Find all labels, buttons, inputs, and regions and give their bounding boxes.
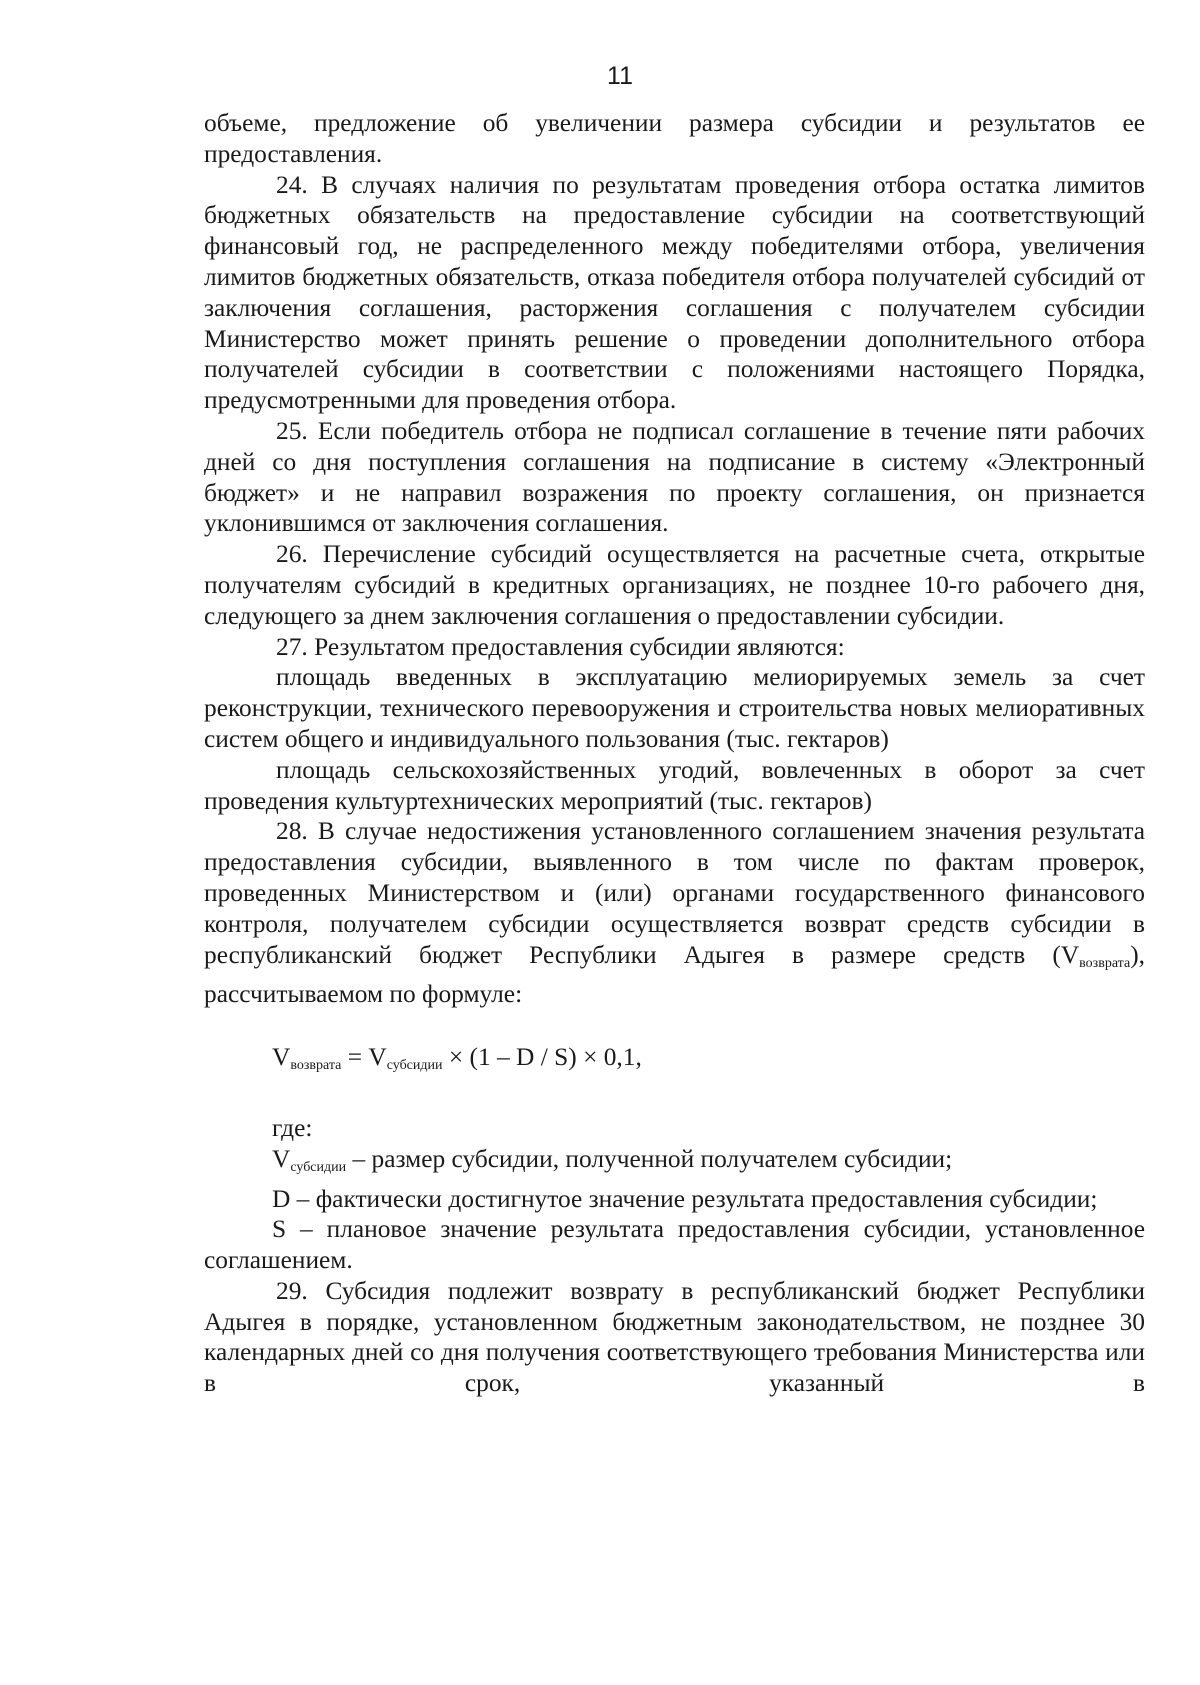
def-d: D – фактически достигнутое значение результата предоставления субсидии; bbox=[272, 1184, 1098, 1213]
paragraph-27: 27. Результатом предоставления субсидии являются: bbox=[276, 632, 845, 661]
where-label: где: bbox=[272, 1113, 313, 1142]
formula-sub-return: возврата bbox=[290, 1058, 342, 1074]
paragraph-25: 25. Если победитель отбора не подписал соглашение в течение пяти рабочих дней со дня поступления соглашения на подписание в систему «Электронный бюджет» и не направил возражения по проекту соглашения, он признается уклонившимся от заключения соглашения. bbox=[204, 416, 1145, 538]
v-return-symbol: V bbox=[1060, 940, 1080, 969]
formula-sub-subsidy: субсидии bbox=[386, 1058, 443, 1074]
formula-v-subsidy: V bbox=[368, 1043, 387, 1072]
paragraph-28-text: 28. В случае недостижения установленного соглашением значения результата предоставления субсидии, выявленного в том числе по фактам проверок, проведенных Министерством и (или) органами государственного финансового контроля, получателем субсидии осуществляется возврат средств субсидии в республиканский бюджет Республики Адыгея в размере средств ( bbox=[204, 817, 1145, 969]
paragraph-24: 24. В случаях наличия по результатам проведения отбора остатка лимитов бюджетных обязательств на предоставление субсидии на соответствующий финансовый год, не распределенного между победителями отбора, увеличения лимитов бюджетных обязательств, отказа победителя отбора получателей субсидий от заключения соглашения, расторжения соглашения с получателем субсидии Министерство может принять решение о проведении дополнительного отбора получателей субсидии в соответствии с положениями настоящего Порядка, предусмотренными для проведения отбора. bbox=[204, 170, 1145, 415]
paragraph-28 bbox=[204, 816, 1145, 1010]
formula-expression: × (1 – D / S) × 0,1, bbox=[442, 1043, 642, 1072]
def-v-symbol: V bbox=[272, 1144, 291, 1173]
paragraph-28-end: ), рассчитываемом по формуле: bbox=[204, 940, 1145, 1009]
def-v-subscript: субсидии bbox=[290, 1159, 347, 1175]
result-item-1: площадь введенных в эксплуатацию мелиорируемых земель за счет реконструкции, технического перевооружения и строительства новых мелиоративных систем общего и индивидуального пользования (тыс. гектаров) bbox=[204, 663, 1145, 753]
formula-equals: = bbox=[341, 1043, 369, 1072]
paragraph-26: 26. Перечисление субсидий осуществляется на расчетные счета, открытые получателям субсидий в кредитных организациях, не позднее 10-го рабочего дня, следующего за днем заключения соглашения о предоставлении субсидии. bbox=[204, 540, 1145, 630]
def-v-text: – размер субсидии, полученной получателем субсидии; bbox=[346, 1144, 953, 1173]
return-formula bbox=[272, 1042, 1145, 1082]
def-v-subsidy bbox=[204, 1144, 1145, 1184]
def-s: S – плановое значение результата предоставления субсидии, установленное соглашением. bbox=[204, 1215, 1145, 1275]
paragraph-29: 29. Субсидия подлежит возврату в республиканский бюджет Республики Адыгея в порядке, установленном бюджетным законодательством, не позднее 30 календарных дней со дня получения соответствующего требования Министерства или в срок, указанный в bbox=[204, 1276, 1145, 1398]
formula-v-return: V bbox=[272, 1043, 291, 1072]
result-item-2: площадь сельскохозяйственных угодий, вовлеченных в оборот за счет проведения культуртехнических мероприятий (тыс. гектаров) bbox=[204, 755, 1145, 815]
page-number: 11 bbox=[607, 62, 633, 90]
v-return-subscript: возврата bbox=[1079, 955, 1131, 971]
paragraph-continuation: объеме, предложение об увеличении размера субсидии и результатов ее предоставления. bbox=[204, 109, 1145, 168]
document-body bbox=[204, 108, 1145, 1399]
